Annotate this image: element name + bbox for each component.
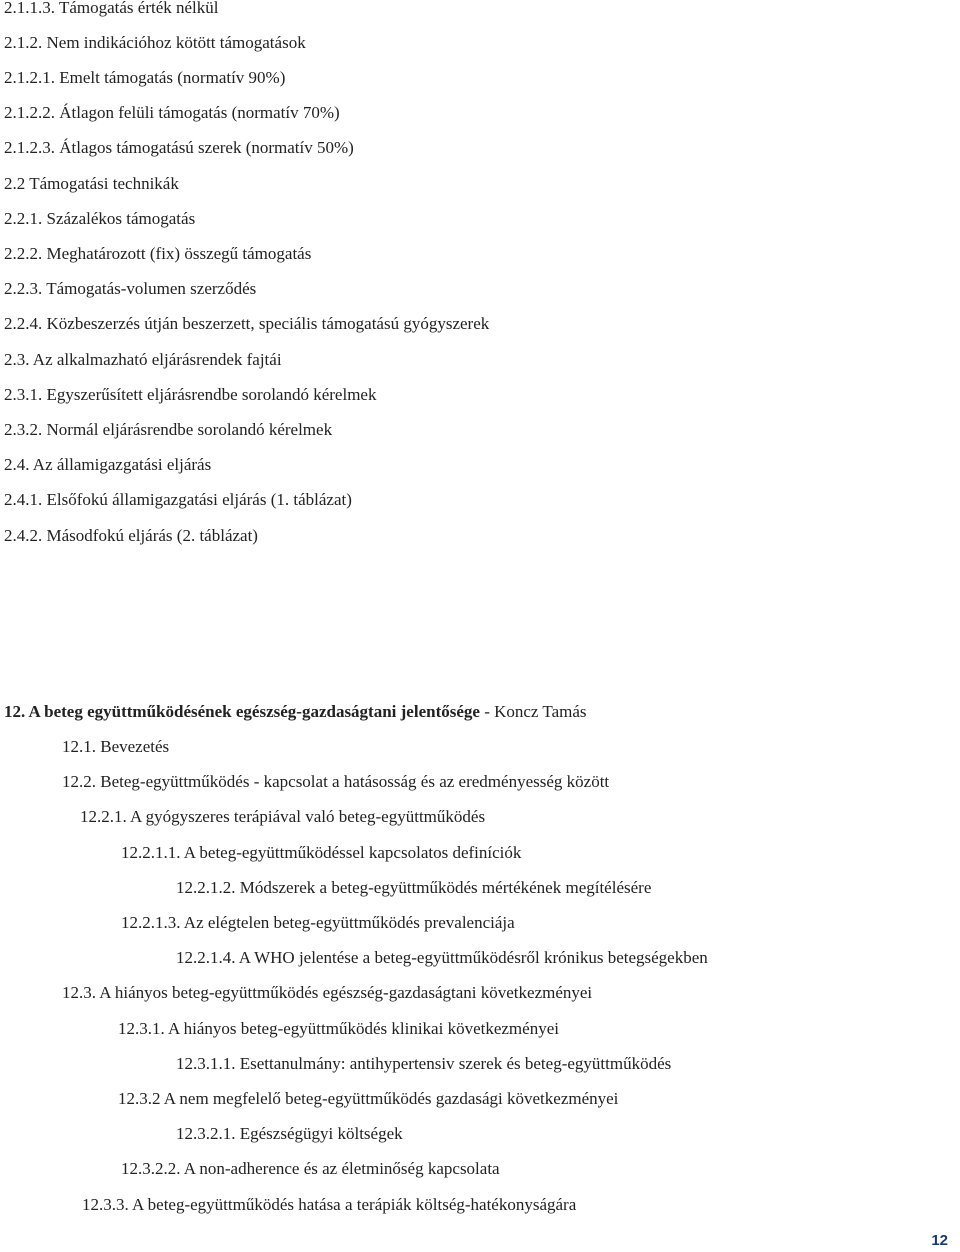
toc-item: 2.1.2.3. Átlagos támogatású szerek (normatív 50%) <box>4 138 354 157</box>
toc-item: 12.2.1.2. Módszerek a beteg-együttműködés mértékének megítélésére <box>176 878 652 897</box>
toc-item: 12.3.3. A beteg-együttműködés hatása a terápiák költség-hatékonyságára <box>82 1195 577 1214</box>
toc-item: 12.2.1. A gyógyszeres terápiával való beteg-együttműködés <box>80 807 486 826</box>
toc-item: 12.3.2 A nem megfelelő beteg-együttműködés gazdasági következményei <box>118 1089 619 1108</box>
toc-item: 2.3. Az alkalmazható eljárásrendek fajtái <box>4 350 282 369</box>
toc-item: 2.2.2. Meghatározott (fix) összegű támogatás <box>4 244 312 263</box>
toc-item: 2.3.2. Normál eljárásrendbe sorolandó kérelmek <box>4 420 333 439</box>
toc-item: 2.2.3. Támogatás-volumen szerződés <box>4 279 257 298</box>
toc-item: 12.2.1.1. A beteg-együttműködéssel kapcsolatos definíciók <box>121 843 522 862</box>
toc-item: 12.3.2.2. A non-adherence és az életminőség kapcsolata <box>121 1159 500 1178</box>
toc-item: 12.3.1. A hiányos beteg-együttműködés klinikai következményei <box>118 1019 559 1038</box>
toc-item: 2.1.2.1. Emelt támogatás (normatív 90%) <box>4 68 286 87</box>
chapter-heading <box>4 702 587 722</box>
toc-item: 2.4.2. Másodfokú eljárás (2. táblázat) <box>4 526 258 545</box>
chapter-author: - Koncz Tamás <box>479 702 587 721</box>
toc-item: 12.3.2.1. Egészségügyi költségek <box>176 1124 403 1143</box>
toc-item: 2.1.2.2. Átlagon felüli támogatás (normatív 70%) <box>4 103 340 122</box>
toc-item: 12.1. Bevezetés <box>62 737 170 756</box>
toc-item: 2.4.1. Elsőfokú államigazgatási eljárás (1. táblázat) <box>4 490 352 509</box>
toc-item: 12.2.1.4. A WHO jelentése a beteg-együttműködésről krónikus betegségekben <box>176 948 708 967</box>
toc-item: 12.2.1.3. Az elégtelen beteg-együttműködés prevalenciája <box>121 913 515 932</box>
toc-item: 2.1.1.3. Támogatás érték nélkül <box>4 0 219 17</box>
page-number: 12 <box>927 1230 952 1252</box>
toc-item: 2.2.4. Közbeszerzés útján beszerzett, speciális támogatású gyógyszerek <box>4 314 490 333</box>
toc-item: 12.2. Beteg-együttműködés - kapcsolat a hatásosság és az eredményesség között <box>62 772 610 791</box>
toc-item: 2.4. Az államigazgatási eljárás <box>4 455 212 474</box>
toc-item: 2.2 Támogatási technikák <box>4 174 179 193</box>
chapter-title: 12. A beteg együttműködésének egészség-gazdaságtani jelentősége <box>4 702 480 721</box>
toc-item: 12.3.1.1. Esettanulmány: antihypertensiv szerek és beteg-együttműködés <box>176 1054 672 1073</box>
toc-item: 2.2.1. Százalékos támogatás <box>4 209 196 228</box>
toc-item: 12.3. A hiányos beteg-együttműködés egészség-gazdaságtani következményei <box>62 983 593 1002</box>
toc-item: 2.1.2. Nem indikációhoz kötött támogatások <box>4 33 306 52</box>
toc-item: 2.3.1. Egyszerűsített eljárásrendbe sorolandó kérelmek <box>4 385 377 404</box>
